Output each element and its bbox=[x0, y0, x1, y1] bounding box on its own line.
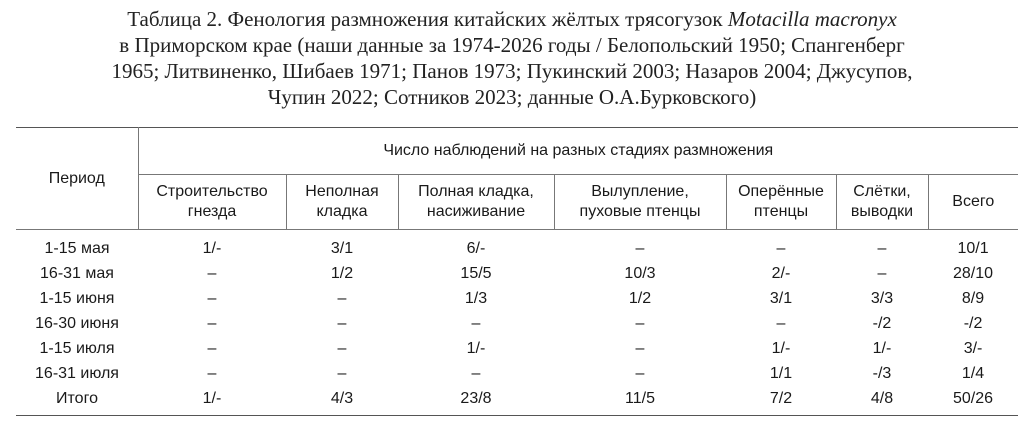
cell-value: – bbox=[635, 340, 645, 357]
cell-value: 4/8 bbox=[836, 386, 928, 416]
row-period: 1-15 мая bbox=[44, 240, 110, 257]
cell-value: 3/1 bbox=[330, 240, 354, 257]
caption-line-3: 1965; Литвиненко, Шибаев 1971; Панов 1973; Пукинский 2003; Назаров 2004; Джусупов, bbox=[111, 59, 913, 83]
stage-header-total: Всего bbox=[928, 175, 1018, 230]
cell-value: – bbox=[471, 365, 481, 382]
cell-total: 28/10 bbox=[953, 265, 994, 282]
cell-value: 2/- bbox=[771, 265, 791, 282]
stage-header-nest-building: Строительство гнезда bbox=[138, 175, 286, 230]
cell-value: – bbox=[635, 365, 645, 382]
cell-value: – bbox=[635, 240, 645, 257]
cell-total: 1/4 bbox=[961, 365, 985, 382]
stage-header-hatching: Вылупление, пуховые птенцы bbox=[554, 175, 726, 230]
cell-total: 10/1 bbox=[957, 240, 989, 257]
cell-value: – bbox=[337, 365, 347, 382]
row-period: 16-31 июля bbox=[35, 365, 119, 382]
table-row bbox=[16, 336, 1018, 361]
cell-value: 3/3 bbox=[870, 290, 894, 307]
cell-value: 1/- bbox=[771, 340, 791, 357]
cell-value: 1/- bbox=[202, 240, 222, 257]
row-period: Итого bbox=[16, 386, 138, 416]
cell-value: – bbox=[207, 365, 217, 382]
cell-value: – bbox=[337, 340, 347, 357]
caption-line-2: в Приморском крае (наши данные за 1974-2026 годы / Белопольский 1950; Спангенберг bbox=[119, 33, 905, 57]
table-caption bbox=[0, 6, 1024, 110]
row-period: 16-30 июня bbox=[35, 315, 119, 332]
cell-value: 1/2 bbox=[330, 265, 354, 282]
cell-value: – bbox=[207, 340, 217, 357]
cell-value: 10/3 bbox=[624, 265, 656, 282]
cell-value: 6/- bbox=[466, 240, 486, 257]
phenology-table bbox=[16, 127, 1018, 416]
caption-line-1 bbox=[0, 6, 1024, 32]
cell-value: 1/- bbox=[466, 340, 486, 357]
row-period: 1-15 июня bbox=[39, 290, 115, 307]
cell-value: – bbox=[877, 240, 887, 257]
table-row bbox=[16, 311, 1018, 336]
cell-value: – bbox=[337, 290, 347, 307]
cell-value: – bbox=[207, 290, 217, 307]
cell-value: – bbox=[471, 315, 481, 332]
cell-value: 4/3 bbox=[286, 386, 398, 416]
cell-value: 15/5 bbox=[460, 265, 492, 282]
stage-header-fledglings: Слётки, выводки bbox=[836, 175, 928, 230]
cell-total: 8/9 bbox=[961, 290, 985, 307]
header-row-1 bbox=[16, 128, 1018, 175]
period-header: Период bbox=[16, 128, 138, 230]
cell-value: – bbox=[337, 315, 347, 332]
cell-value: – bbox=[776, 315, 786, 332]
table-row bbox=[16, 361, 1018, 386]
cell-value: 1/- bbox=[138, 386, 286, 416]
cell-total: 50/26 bbox=[928, 386, 1018, 416]
caption-line-4: Чупин 2022; Сотников 2023; данные О.А.Бурковского) bbox=[267, 85, 757, 109]
cell-value: – bbox=[207, 315, 217, 332]
cell-value: 1/2 bbox=[628, 290, 652, 307]
stage-header-feathered-chicks: Оперённые птенцы bbox=[726, 175, 836, 230]
cell-value: 1/- bbox=[872, 340, 892, 357]
cell-value: 23/8 bbox=[398, 386, 554, 416]
row-period: 16-31 мая bbox=[40, 265, 114, 282]
cell-value: -/2 bbox=[872, 315, 892, 332]
cell-value: 1/1 bbox=[769, 365, 793, 382]
cell-value: 7/2 bbox=[726, 386, 836, 416]
cell-value: -/3 bbox=[872, 365, 892, 382]
table-row bbox=[16, 230, 1018, 262]
stage-header-full-clutch: Полная кладка, насиживание bbox=[398, 175, 554, 230]
table-row bbox=[16, 286, 1018, 311]
total-row bbox=[16, 386, 1018, 416]
caption-prefix: Таблица 2. Фенология размножения китайских жёлтых трясогузок bbox=[127, 7, 728, 31]
cell-value: 1/3 bbox=[464, 290, 488, 307]
table-row bbox=[16, 261, 1018, 286]
cell-total: -/2 bbox=[963, 315, 983, 332]
species-latin-name: Motacilla macronyx bbox=[727, 7, 897, 31]
cell-value: – bbox=[877, 265, 887, 282]
cell-value: – bbox=[776, 240, 786, 257]
cell-value: – bbox=[207, 265, 217, 282]
stage-header-incomplete-clutch: Неполная кладка bbox=[286, 175, 398, 230]
cell-value: 3/1 bbox=[769, 290, 793, 307]
cell-value: 11/5 bbox=[554, 386, 726, 416]
cell-value: – bbox=[635, 315, 645, 332]
cell-total: 3/- bbox=[963, 340, 983, 357]
row-period: 1-15 июля bbox=[39, 340, 115, 357]
header-row-2 bbox=[16, 175, 1018, 230]
stage-group-header: Число наблюдений на разных стадиях размножения bbox=[138, 128, 1018, 175]
